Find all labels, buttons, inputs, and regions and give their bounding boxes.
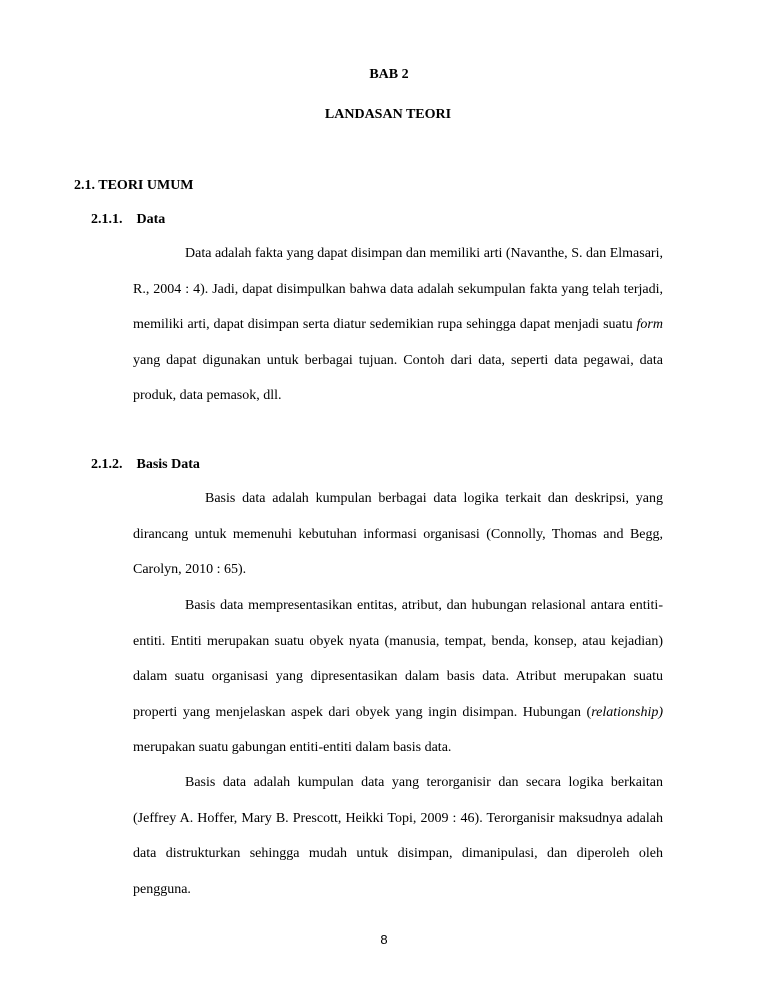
text-run: Data adalah fakta yang dapat disimpan dan memiliki arti (Navanthe, S. dan Elmasari, R., 2004 : 4). Jadi, dapat disimpulkan bahwa data adalah sekumpulan fakta yang telah terjadi, memiliki arti, dapat disimpan serta diatur sedemikian rupa sehingga dapat menjadi suatu — [133, 246, 663, 332]
paragraph-basis-data-1 — [133, 481, 663, 588]
page-number: 8 — [380, 932, 388, 947]
text-run: Basis data mempresentasikan entitas, atribut, dan hubungan relasional antara entiti-entiti. Entiti merupakan suatu obyek nyata (manusia, tempat, benda, konsep, atau kejadian) dalam suatu organisasi yang dipresentasikan dalam basis data. Atribut merupakan suatu properti yang menjelaskan aspek dari obyek yang ingin disimpan. Hubungan ( — [133, 598, 663, 720]
section-heading-2-1 — [74, 178, 194, 194]
paragraph-basis-data-3 — [133, 765, 663, 907]
italic-term: form — [636, 317, 663, 332]
section-number: 2.1. — [74, 178, 95, 193]
italic-term: relationship) — [591, 704, 663, 720]
paragraph-data-definition — [133, 236, 663, 414]
paragraph-basis-data-2 — [133, 588, 663, 766]
subsection-heading-2-1-2 — [91, 457, 200, 473]
subsection-number: 2.1.1. — [91, 212, 123, 227]
text-run: Basis data adalah kumpulan berbagai data logika terkait dan deskripsi, yang dirancang untuk memenuhi kebutuhan informasi organisasi (Connolly, Thomas and Begg, Carolyn, 2010 : 65). — [133, 491, 663, 577]
subsection-title: Basis Data — [136, 457, 200, 472]
subsection-heading-2-1-1 — [91, 212, 165, 228]
text-run: merupakan suatu gabungan entiti-entiti dalam basis data. — [133, 740, 452, 755]
section-title: TEORI UMUM — [98, 178, 194, 193]
text-run: yang dapat digunakan untuk berbagai tujuan. Contoh dari data, seperti data pegawai, data produk, data pemasok, dll. — [133, 352, 663, 403]
chapter-title: LANDASAN TEORI — [324, 107, 452, 122]
text-run: Basis data adalah kumpulan data yang terorganisir dan secara logika berkaitan (Jeffrey A. Hoffer, Mary B. Prescott, Heikki Topi, 2009 : 46). Terorganisir maksudnya adalah data distrukturkan sehingga mudah untuk disimpan, dimanipulasi, dan diperoleh oleh pengguna. — [133, 775, 663, 897]
chapter-heading: BAB 2 — [369, 67, 409, 82]
subsection-title: Data — [136, 212, 166, 227]
subsection-number: 2.1.2. — [91, 457, 123, 472]
